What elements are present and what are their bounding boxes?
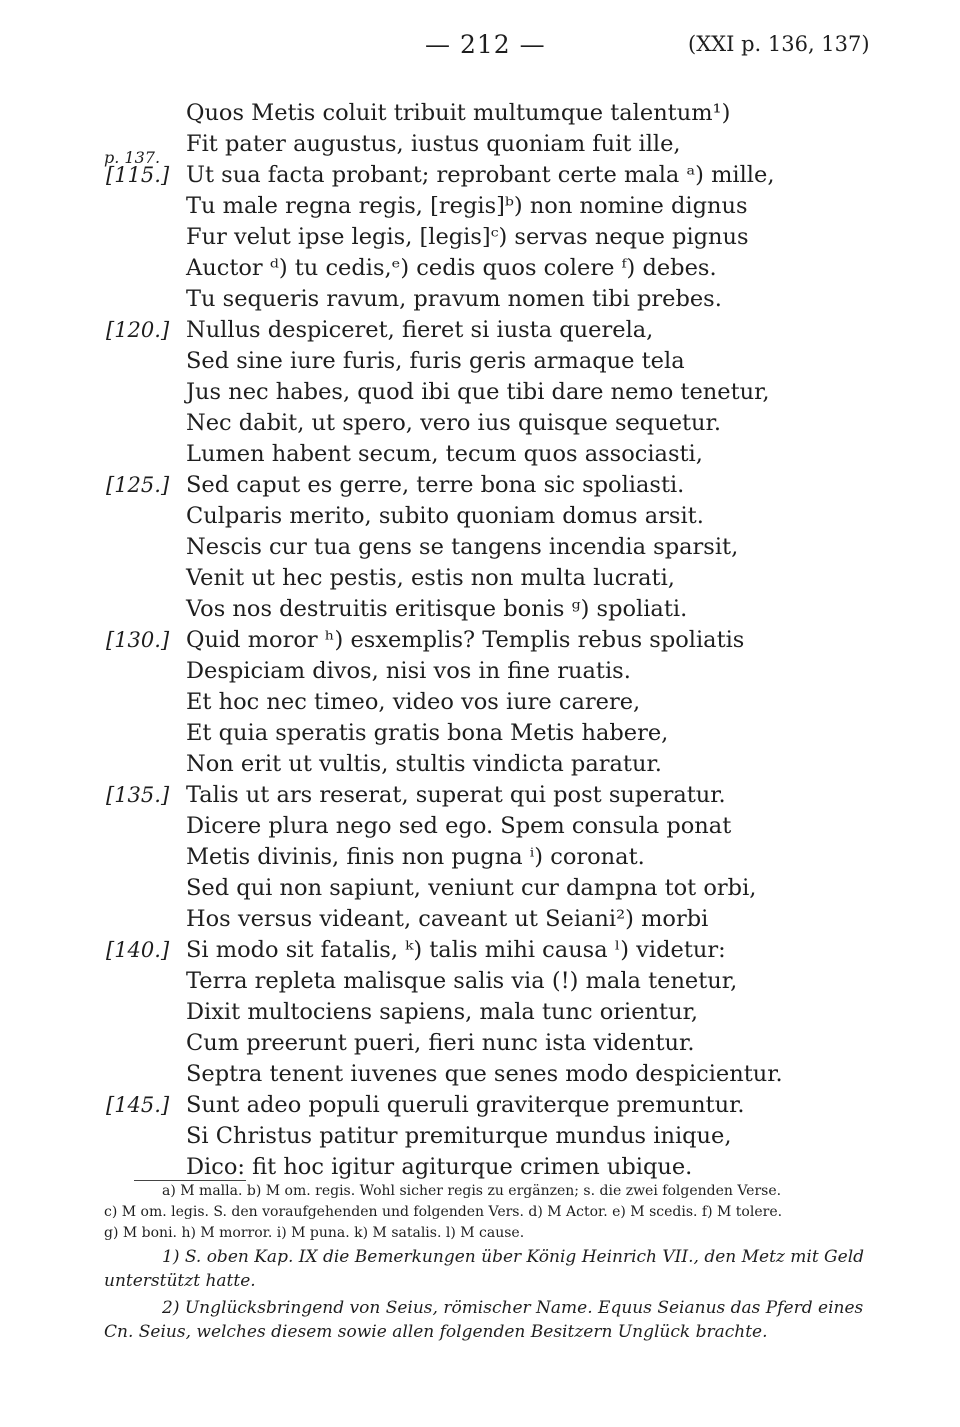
verse-line: Culparis merito, subito quoniam domus arsit. <box>186 503 704 529</box>
line-number-marker: [120.] <box>106 318 170 342</box>
line-number-marker: [130.] <box>106 628 170 652</box>
verse-line: Septra tenent iuvenes que senes modo despicientur. <box>186 1061 783 1087</box>
line-number-marker: [115.] <box>106 163 170 187</box>
line-number-marker: [140.] <box>106 938 170 962</box>
verse-line: Dicere plura nego sed ego. Spem consula ponat <box>186 813 732 839</box>
verse-line: Tu sequeris ravum, pravum nomen tibi prebes. <box>186 286 722 312</box>
verse-line: Si modo sit fatalis, ᵏ) talis mihi causa ˡ) videtur: <box>186 937 726 963</box>
verse-line: Nec dabit, ut spero, vero ius quisque sequetur. <box>186 410 721 436</box>
verse-line: Et hoc nec timeo, video vos iure carere, <box>186 689 641 715</box>
footnote-text: 2) Unglücksbringend von Seius, römischer Name. Equus Seianus das Pferd eines Cn. Seius, welches diesem sowie allen folgenden Besitzern Unglück brachte. <box>104 1298 864 1342</box>
verse-line: Nullus despiceret, fieret si iusta querela, <box>186 317 654 343</box>
verse-line: Ut sua facta probant; reprobant certe mala ᵃ) mille, <box>186 162 775 188</box>
verse-line: Non erit ut vultis, stultis vindicta paratur. <box>186 751 662 777</box>
verse-line: Quid moror ʰ) esxemplis? Templis rebus spoliatis <box>186 627 745 653</box>
verse-line: Cum preerunt pueri, fieri nunc ista videntur. <box>186 1030 695 1056</box>
verse-line: Auctor ᵈ) tu cedis,ᵉ) cedis quos colere ᶠ) debes. <box>186 255 717 281</box>
verse-line: Quos Metis coluit tribuit multumque talentum¹) <box>186 100 731 126</box>
footnote <box>104 1296 874 1344</box>
verse-line: Jus nec habes, quod ibi que tibi dare nemo tenetur, <box>186 379 770 405</box>
verse-line: Nescis cur tua gens se tangens incendia sparsit, <box>186 534 739 560</box>
verse-line: Si Christus patitur premiturque mundus inique, <box>186 1123 732 1149</box>
verse-line: Lumen habent secum, tecum quos associasti, <box>186 441 703 467</box>
verse-line: Fur velut ipse legis, [legis]ᶜ) servas neque pignus <box>186 224 749 250</box>
verse-line: Sed caput es gerre, terre bona sic spoliasti. <box>186 472 685 498</box>
footnote-text: 1) S. oben Kap. IX die Bemerkungen über König Heinrich VII., den Metz mit Geld unterstützt hatte. <box>104 1247 865 1291</box>
page-number: — 212 — <box>425 30 546 59</box>
verse-line: Metis divinis, finis non pugna ⁱ) coronat. <box>186 844 645 870</box>
verse-line: Dico: fit hoc igitur agiturque crimen ubique. <box>186 1154 693 1180</box>
verse-line: Venit ut hec pestis, estis non multa lucrati, <box>186 565 675 591</box>
verse-line: Despiciam divos, nisi vos in fine ruatis. <box>186 658 631 684</box>
verse-line: Tu male regna regis, [regis]ᵇ) non nomine dignus <box>186 193 748 219</box>
verse-line: Sunt adeo populi queruli graviterque premuntur. <box>186 1092 745 1118</box>
verse-line: Sed sine iure furis, furis geris armaque tela <box>186 348 685 374</box>
line-number-marker: [145.] <box>106 1093 170 1117</box>
verse-line: Terra repleta malisque salis via (!) mala tenetur, <box>186 968 738 994</box>
variant-note: c) M om. legis. S. den voraufgehenden und folgenden Vers. d) M Actor. e) M scedis. f) M tolere. <box>104 1204 783 1220</box>
verse-line: Et quia speratis gratis bona Metis habere, <box>186 720 669 746</box>
verse-line: Talis ut ars reserat, superat qui post superatur. <box>186 782 726 808</box>
line-number-marker: [125.] <box>106 473 170 497</box>
margin-page-reference: p. 137. <box>104 148 161 167</box>
variant-note: g) M boni. h) M morror. i) M puna. k) M satalis. l) M cause. <box>104 1225 525 1241</box>
verse-line: Hos versus videant, caveant ut Seiani²) morbi <box>186 906 709 932</box>
verse-line: Vos nos destruitis eritisque bonis ᵍ) spoliati. <box>186 596 688 622</box>
verse-line: Sed qui non sapiunt, veniunt cur dampna tot orbi, <box>186 875 757 901</box>
verse-line: Dixit multociens sapiens, mala tunc orientur, <box>186 999 699 1025</box>
verse-line: Fit pater augustus, iustus quoniam fuit ille, <box>186 131 681 157</box>
page-reference: (XXI p. 136, 137) <box>688 32 870 56</box>
variant-notes <box>104 1181 874 1244</box>
line-number-marker: [135.] <box>106 783 170 807</box>
variant-note: a) M malla. b) M om. regis. Wohl sicher regis zu ergänzen; s. die zwei folgenden Verse. <box>162 1183 782 1199</box>
footnote <box>104 1245 874 1293</box>
